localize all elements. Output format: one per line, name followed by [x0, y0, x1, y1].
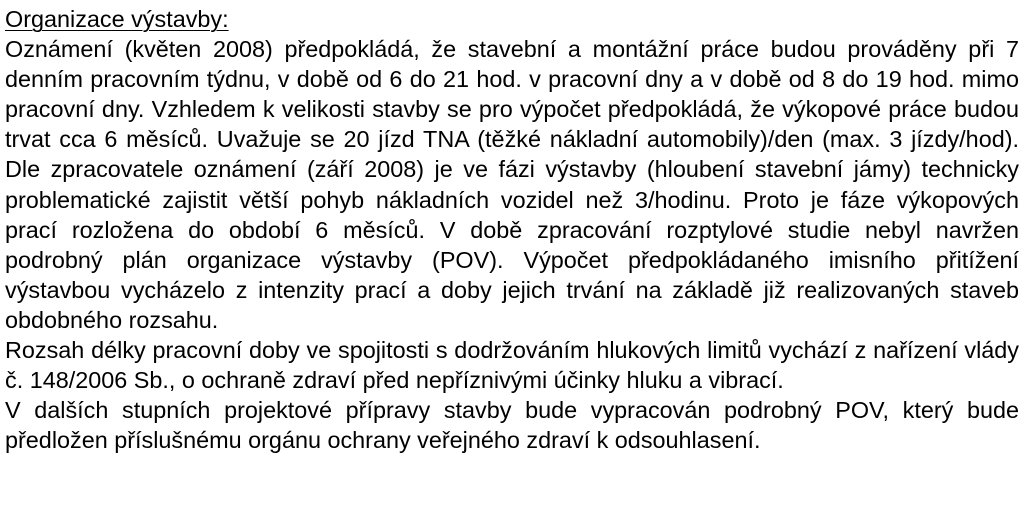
section-heading: Organizace výstavby:: [5, 6, 229, 32]
paragraph-construction-organization: Oznámení (květen 2008) předpokládá, že stavební a montážní práce budou prováděny při 7 denním pracovním týdnu, v době od 6 do 21 hod. v pracovní dny a v době od 8 do 19 hod. mimo pracovní dny. Vzhledem k velikosti stavby se pro výpočet předpokládá, že výkopové práce budou trvat cca 6 měsíců. Uvažuje se 20 jízd TNA (těžké nákladní automobily)/den (max. 3 jízdy/hod). Dle zpracovatele oznámení (září 2008) je ve fázi výstavby (hloubení stavební jámy) technicky problematické zajistit větší pohyb nákladních vozidel než 3/hodinu. Proto je fáze výkopových prací rozložena do období 6 měsíců. V době zpracování rozptylové studie nebyl navržen podrobný plán organizace výstavby (POV). Výpočet předpokládaného imisního přitížení výstavbou vycházelo z intenzity prací a doby jejich trvání na základě již realizovaných staveb obdobného rozsahu.: [5, 36, 1019, 333]
document-page: [5, 4, 1019, 455]
paragraph-working-hours: Rozsah délky pracovní doby ve spojitosti s dodržováním hlukových limitů vychází z nařízení vlády č. 148/2006 Sb., o ochraně zdraví před nepříznivými účinky hluku a vibrací.: [5, 337, 1019, 394]
paragraph-future-pov: V dalších stupních projektové přípravy stavby bude vypracován podrobný POV, který bude předložen příslušnému orgánu ochrany veřejného zdraví k odsouhlasení.: [5, 397, 1019, 454]
